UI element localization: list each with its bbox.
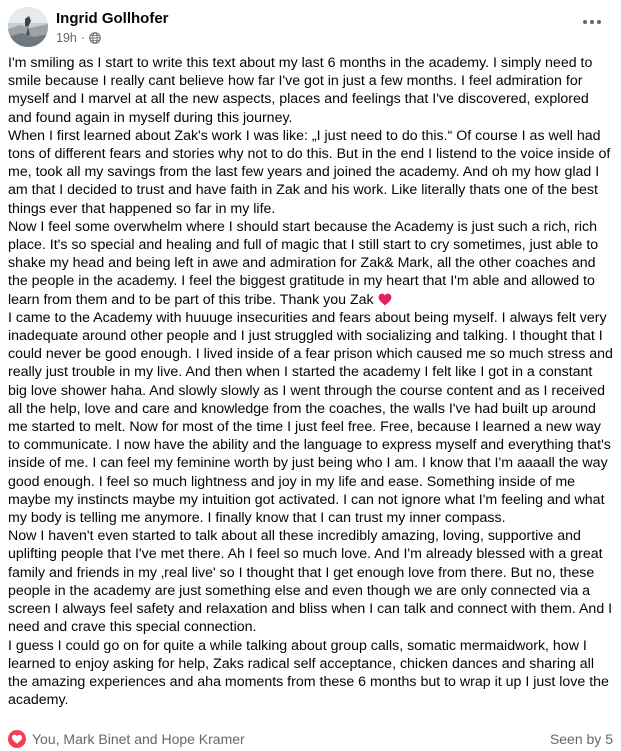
post-paragraph: I came to the Academy with huuuge insecurities and fears about being myself. I always felt very inadequate around other people and I just struggled with socializing and talking. I thought that I could never be good enough. I lived inside of a fear prison which caused me so much stress and really just trouble in my live. And then when I started the academy I felt like I got in a constant big love shower haha. And slowly slowly as I went through the course content and as I received all the help, love and care and knowledge from the coaches, the walls I've had built up around me started to melt. Now for most of the time I just feel free. Free, because I learned a new way to communicate. I now have the ability and the language to express myself and everything that's inside of me. I can feel my feminine worth by just being who I am. I know that I'm aaaall the way good enough. I feel so much lightness and joy in my life and ease. Something inside of me maybe my instincts maybe my intuition got activated. I can not ignore what I'm feeling and what my body is telling me anymore. I finally know that I can trust my inner compass. — [8, 309, 613, 527]
author-name[interactable]: Ingrid Gollhofer — [56, 10, 169, 27]
meta-separator: · — [80, 31, 86, 45]
reactions-text: You, Mark Binet and Hope Kramer — [32, 731, 245, 747]
more-options-icon[interactable] — [579, 13, 605, 31]
post-header — [8, 7, 613, 49]
heart-emoji-icon — [378, 293, 392, 306]
seen-by-count[interactable]: Seen by 5 — [549, 731, 613, 747]
post-body — [8, 54, 613, 709]
post-paragraph: I'm smiling as I start to write this text about my last 6 months in the academy. I simply need to smile because I really cant believe how far I've got in just a few months. I feel admiration for myself and I marvel at all the new aspects, places and feelings that I've discovered, explored and found again in myself during this journey. — [8, 55, 593, 126]
post-meta — [56, 30, 101, 46]
avatar[interactable] — [8, 7, 48, 47]
profile-photo — [8, 7, 48, 47]
globe-icon[interactable] — [89, 32, 101, 44]
post-paragraph-with-heart — [8, 218, 613, 309]
post-paragraph: Now I haven't even started to talk about all these incredibly amazing, loving, supportive and uplifting people that I've met there. Ah I feel so much love. And I'm already blessed with a great family and friends in my ‚real live' so I thought that I get enough love from there. But no, these people in the academy are just something else and even though we are only connected via a screen I always feel safety and relaxation and bliss when I can talk and connect with them. And I need and crave this special connection. — [8, 528, 613, 636]
post-paragraph: I guess I could go on for quite a while talking about group calls, somatic mermaidwork, how I learned to enjoy asking for help, Zaks radical self acceptance, chicken dances and sharing all the amazing experiences and aha moments from these 6 months but to wrap it up I just love the academy. — [8, 637, 609, 709]
heart-reaction-icon — [8, 730, 26, 748]
post-timestamp[interactable]: 19h — [56, 31, 77, 45]
reactions-summary[interactable] — [8, 730, 245, 748]
post-paragraph-text: Now I feel some overwhelm where I should start because the Academy is just such a rich, rich place. It's so special and healing and full of magic that I still start to cry sometimes, just able to shake my head and being left in awe and admiration for Zak& Mark, all the other coaches and the people in the academy. I feel the biggest gratitude in my heart that I'm able and allowed to learn from them and to be part of this tribe. Thank you Zak — [8, 218, 599, 308]
post-paragraph: When I first learned about Zak's work I was like: „I just need to do this.“ Of course I as well had tons of different fears and stories why not to do this. But in the end I listend to the voice inside of me, took all my savings from the last few years and joined the academy. And oh my how glad I am that I decided to trust and have faith in Zak and his work. Like literally thats one of the best things ever that happened so far in my life. — [8, 127, 611, 217]
post-footer — [8, 730, 613, 750]
